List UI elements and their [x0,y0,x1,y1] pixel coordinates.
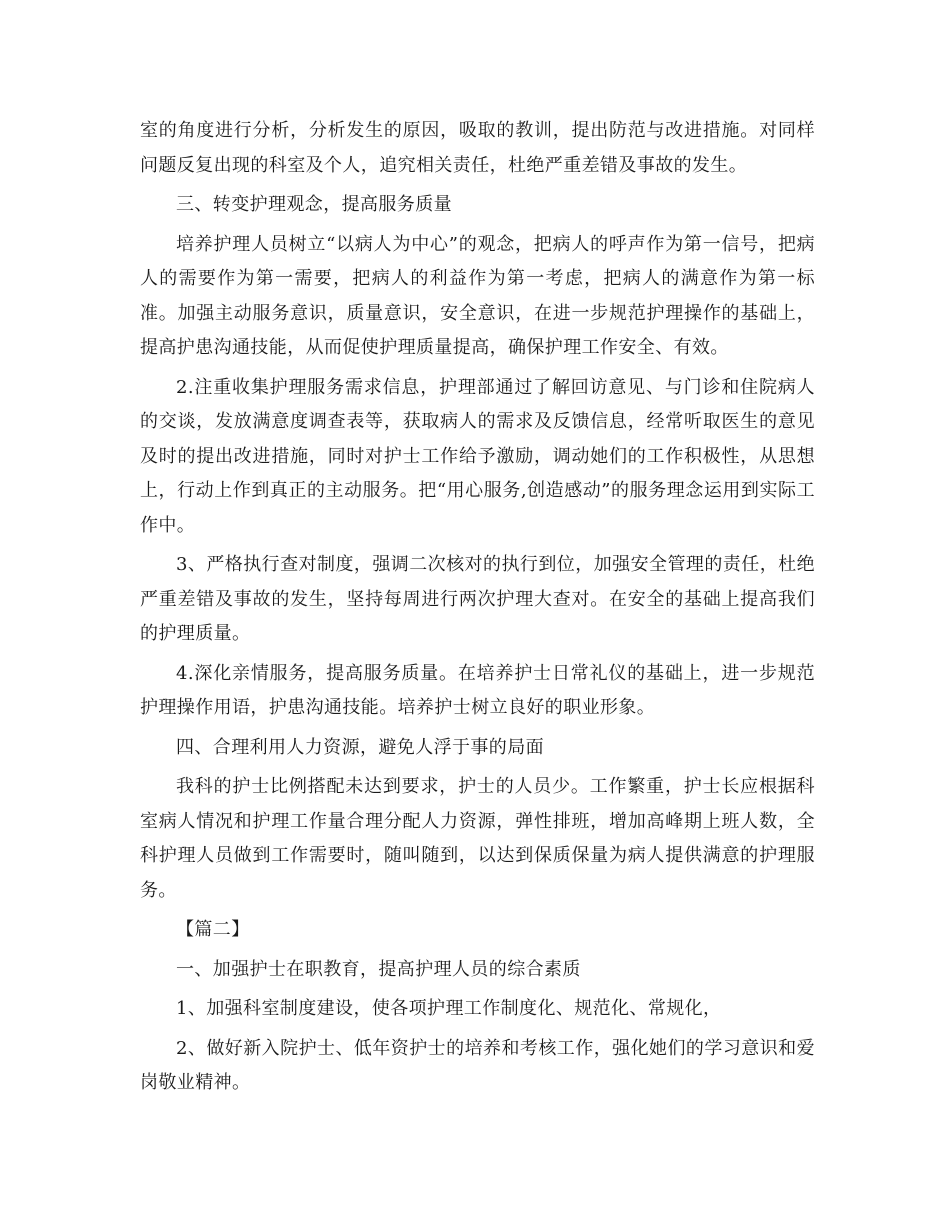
paragraph-item-2-training: 2、做好新入院护士、低年资护士的培养和考核工作，强化她们的学习意识和爱岗敬业精神。 [140,1037,815,1093]
paragraph-patient-centered: 培养护理人员树立“以病人为中心”的观念，把病人的呼声作为第一信号，把病人的需要作为第一需要，把病人的利益作为第一考虑，把病人的满意作为第一标准。加强主动服务意识，质量意识，安全意识，在进一步规范护理操作的基础上，提高护患沟通技能，从而促使护理质量提高，确保护理工作安全、有效。 [140,233,815,358]
paragraph-continuation: 室的角度进行分析，分析发生的原因，吸取的教训，提出防范与改进措施。对同样问题反复出现的科室及个人，追究相关责任，杜绝严重差错及事故的发生。 [140,120,815,176]
section-heading-1: 一、加强护士在职教育，提高护理人员的综合素质 [176,958,581,980]
part-marker: 【篇二】 [176,919,250,940]
document-body [140,114,815,1106]
paragraph-item-1: 1、加强科室制度建设，使各项护理工作制度化、规范化、常规化， [176,998,722,1019]
section-heading-3: 三、转变护理观念，提高服务质量 [176,194,452,215]
paragraph-item-3: 3、严格执行查对制度，强调二次核对的执行到位，加强安全管理的责任，杜绝严重差错及事故的发生，坚持每周进行两次护理大查对。在安全的基础上提高我们的护理质量。 [140,554,815,644]
section-heading-4: 四、合理利用人力资源，避免人浮于事的局面 [176,736,544,758]
paragraph-staffing: 我科的护士比例搭配未达到要求，护士的人员少。工作繁重，护士长应根据科室病人情况和护理工作量合理分配人力资源，弹性排班，增加高峰期上班人数，全科护理人员做到工作需要时，随叫随到，以达到保质保量为病人提供满意的护理服务。 [140,776,815,901]
paragraph-item-2: 2.注重收集护理服务需求信息，护理部通过了解回访意见、与门诊和住院病人的交谈，发放满意度调查表等，获取病人的需求及反馈信息，经常听取医生的意见及时的提出改进措施，同时对护士工作给予激励，调动她们的工作积极性，从思想上，行动上作到真正的主动服务。把“用心服务,创造感动”的服务理念运用到实际工作中。 [140,376,815,536]
paragraph-item-4: 4.深化亲情服务，提高服务质量。在培养护士日常礼仪的基础上，进一步规范护理操作用语，护患沟通技能。培养护士树立良好的职业形象。 [140,662,815,718]
